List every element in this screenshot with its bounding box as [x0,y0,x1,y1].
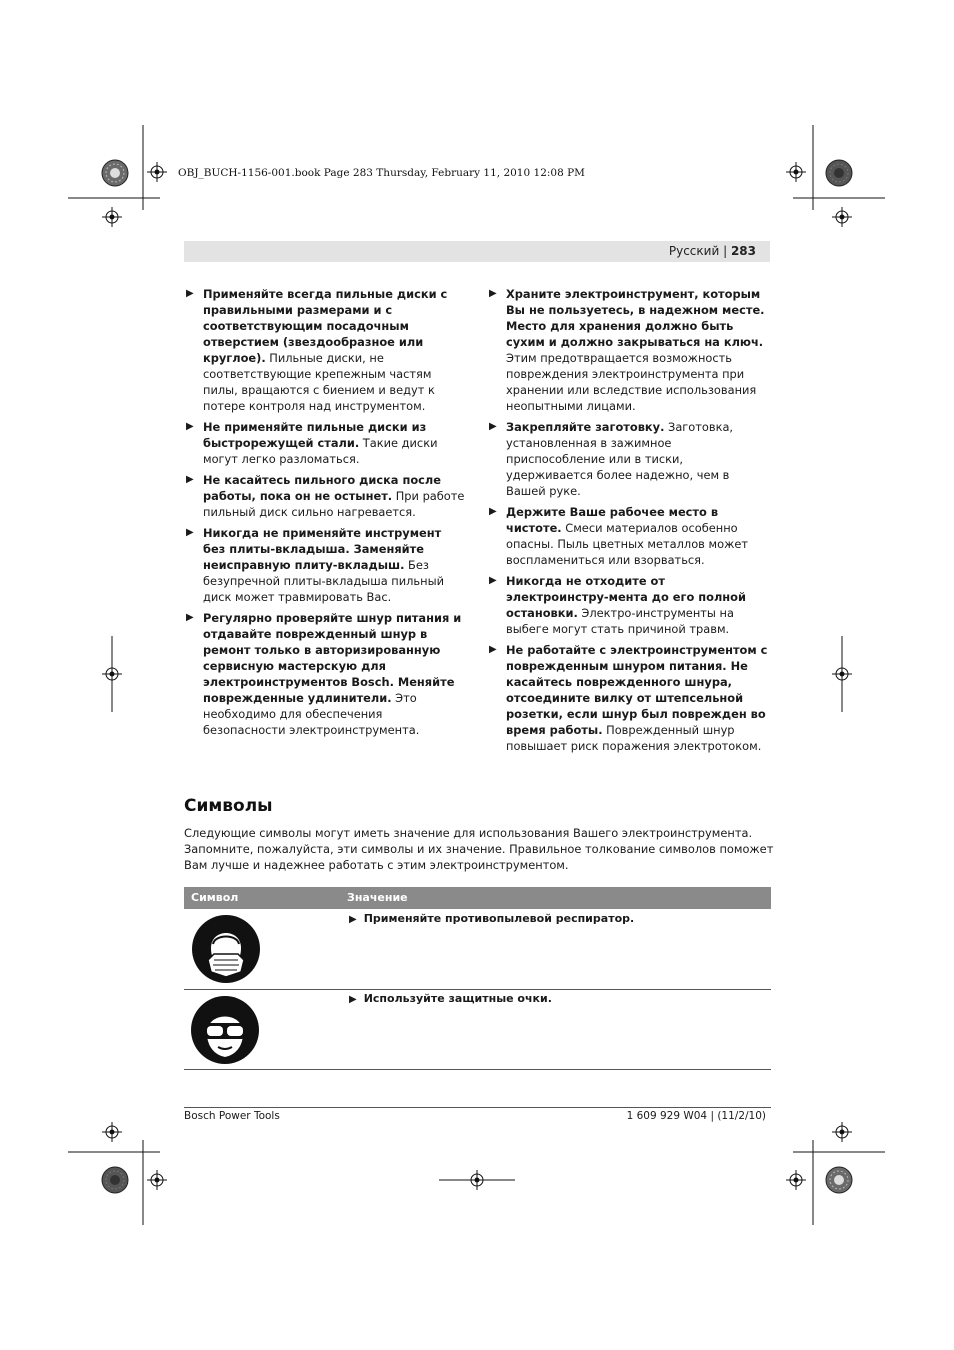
list-item [489,573,769,637]
item-bold: Закрепляйте заготовку. [506,420,665,434]
bullet-triangle-icon: ▶ [186,421,194,432]
bullet-triangle-icon: ▶ [489,506,497,517]
left-column [186,286,466,743]
bullet-triangle-icon: ▶ [186,527,194,538]
footer-divider [184,1107,771,1108]
item-bold: Никогда не применяйте инструмент без плиты-вкладыша. Заменяйте неисправную плиту-вкладыш. [203,526,442,572]
item-text: Такие диски могут легко разломаться. [203,436,438,466]
page-header [184,241,770,262]
row-meaning: Используйте защитные очки. [363,992,552,1005]
item-text: Электро-инструменты на выбеге могут стать причиной травм. [506,606,734,636]
list-item [489,286,769,414]
intro-paragraph: Следующие символы могут иметь значение для использования Вашего электроинструмента. Запомните, пожалуйста, эти символы и их значение. Правильное толкование символов поможет Вам лучше и надежнее работать с этим электроинструментом. [184,826,774,872]
color-wheel-icon [825,159,853,187]
bullet-triangle-icon: ▶ [489,644,497,655]
crosshair-icon [832,664,852,684]
header-language: Русский | [668,244,731,258]
crosshair-icon [832,207,852,227]
bullet-triangle-icon: ▶ [349,914,357,925]
table-row [349,911,634,928]
item-text: Пильные диски, не соответствующие крепежным частям пилы, вращаются с биением и ведут к потере контроля над инструментом. [203,351,435,413]
right-column [489,286,769,759]
color-wheel-icon [825,1166,853,1194]
symbols-table-header [184,887,771,909]
page-number: 283 [730,244,756,258]
crosshair-icon [439,1170,515,1190]
safety-goggles-icon [190,995,260,1065]
list-item [489,504,769,568]
bullet-triangle-icon: ▶ [186,612,194,623]
item-text: При работе пильный диск сильно нагревается. [203,489,465,519]
item-bold: Держите Ваше рабочее место в чистоте. [506,505,719,535]
column-header-meaning: Значение [347,891,408,904]
bullet-triangle-icon: ▶ [489,421,497,432]
list-item [489,642,769,754]
section-title: Символы [184,796,273,816]
item-text: Этим предотвращается возможность повреждения электроинструмента при хранении или вследствие использования неопытными лицами. [506,351,757,413]
bullet-triangle-icon: ▶ [186,474,194,485]
color-wheel-icon [101,1166,129,1194]
row-meaning: Применяйте противопылевой респиратор. [363,912,635,925]
list-item [489,419,769,499]
list-item [186,525,466,605]
crosshair-icon [102,664,122,684]
item-bold: Не касайтесь пильного диска после работы, пока он не остынет. [203,473,441,503]
table-row [349,991,552,1008]
list-item [186,472,466,520]
color-wheel-icon [101,159,129,187]
item-text: Заготовка, установленная в зажимное приспособление или в тиски, удерживается более надежно, чем в Вашей руке. [506,420,734,498]
item-text: Это необходимо для обеспечения безопасности электроинструмента. [203,691,420,737]
column-header-symbol: Символ [191,891,239,904]
item-bold: Применяйте всегда пильные диски с правильными размерами и с соответствующим посадочным отверстием (звездообразное или круглое). [203,287,448,365]
crosshair-icon [786,1170,806,1190]
print-info-line: OBJ_BUCH-1156-001.book Page 283 Thursday, February 11, 2010 12:08 PM [178,167,585,179]
bullet-triangle-icon: ▶ [349,994,357,1005]
bullet-triangle-icon: ▶ [186,288,194,299]
crosshair-icon [102,1122,122,1142]
row-divider [184,989,771,990]
list-item [186,419,466,467]
bullet-triangle-icon: ▶ [489,288,497,299]
crosshair-icon [786,162,806,182]
item-bold: Не работайте с электроинструментом с поврежденным шнуром питания. Не касайтесь поврежденного шнура, отсоедините вилку от штепсельной розетки, если шнур был поврежден во время работы. [506,643,768,737]
crosshair-icon [832,1122,852,1142]
item-text: Смеси материалов особенно опасны. Пыль цветных металлов может воспламениться или взорваться. [506,521,748,567]
item-bold: Никогда не отходите от электроинстру-мента до его полной остановки. [506,574,746,620]
crosshair-icon [102,207,122,227]
crosshair-icon [147,1170,167,1190]
item-text: Поврежденный шнур повышает риск поражения электротоком. [506,723,762,753]
item-bold: Регулярно проверяйте шнур питания и отдавайте поврежденный шнур в ремонт только в авторизированную сервисную мастерскую для электроинструментов Bosch. Меняйте поврежденные удлинители. [203,611,462,705]
item-text: Без безупречной плиты-вкладыша пильный диск может травмировать Вас. [203,558,444,604]
list-item [186,610,466,738]
header-label [669,244,756,258]
row-divider [184,1069,771,1070]
item-bold: Не применяйте пильные диски из быстрорежущей стали. [203,420,427,450]
crosshair-icon [147,162,167,182]
item-bold: Храните электроинструмент, которым Вы не пользуетесь, в надежном месте. Место для хранения должно быть сухим и должно закрываться на ключ. [506,287,765,349]
dust-mask-icon [191,914,261,984]
list-item [186,286,466,414]
footer-brand: Bosch Power Tools [184,1110,280,1122]
bullet-triangle-icon: ▶ [489,575,497,586]
footer-doc-number: 1 609 929 W04 | (11/2/10) [626,1110,766,1122]
